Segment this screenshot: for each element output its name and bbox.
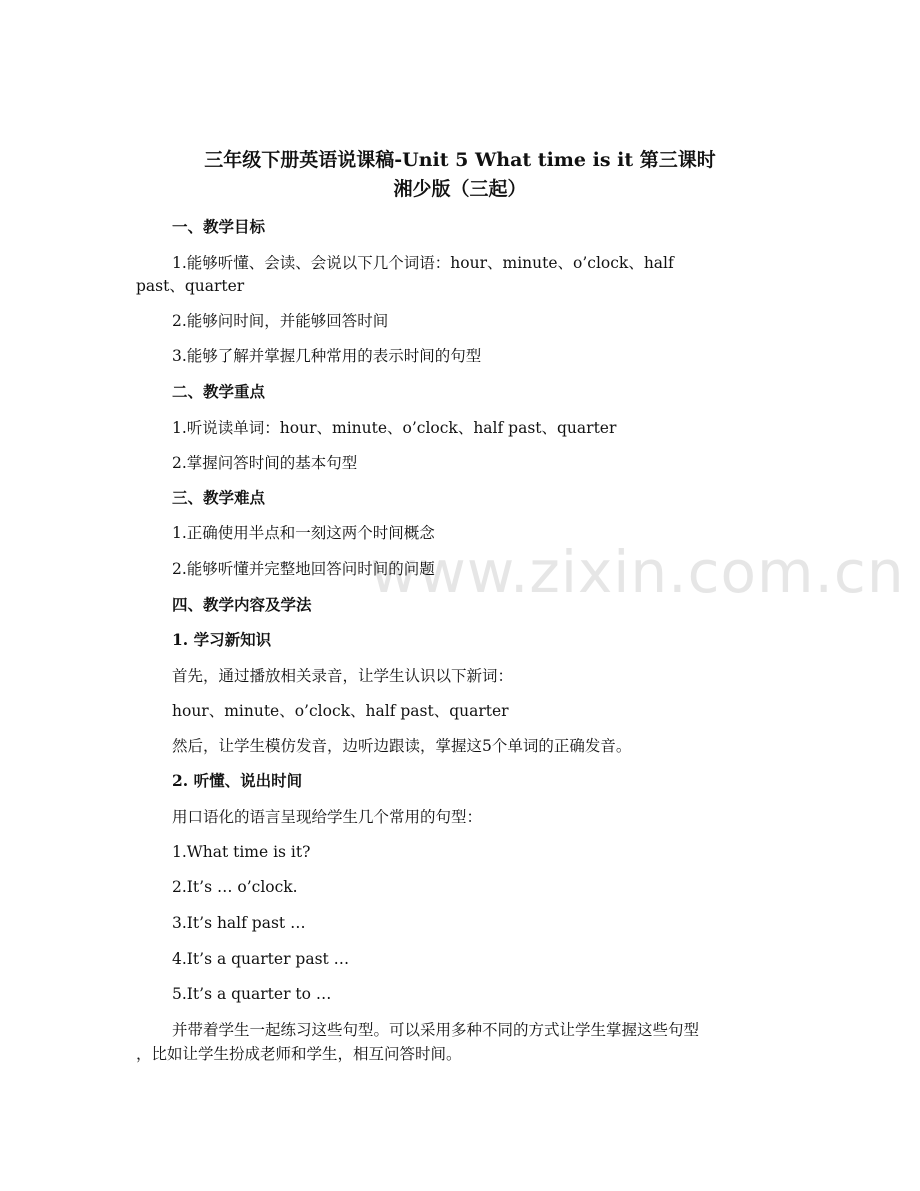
paragraph-line: 5.It’s a quarter to … (172, 985, 332, 1003)
paragraph-line: 1.What time is it? (172, 843, 311, 861)
paragraph-line: ，比如让学生扮成老师和学生，相互问答时间。 (136, 1045, 462, 1063)
paragraph-line: 3.能够了解并掌握几种常用的表示时间的句型 (172, 347, 482, 365)
document-title-line-1: 三年级下册英语说课稿-Unit 5 What time is it 第三课时 (204, 149, 716, 171)
paragraph-line: 1.正确使用半点和一刻这两个时间概念 (172, 524, 435, 542)
paragraph-line: 2.掌握问答时间的基本句型 (172, 454, 358, 472)
paragraph-line: 2.It’s … o’clock. (172, 878, 298, 896)
paragraph-line: hour、minute、o’clock、half past、quarter (172, 702, 509, 720)
section-heading: 一、教学目标 (172, 217, 266, 236)
section-heading: 三、教学难点 (172, 488, 266, 507)
section-heading: 1. 学习新知识 (172, 630, 272, 649)
paragraph-line: 用口语化的语言呈现给学生几个常用的句型： (172, 808, 483, 826)
paragraph-line: past、quarter (136, 277, 245, 295)
section-heading: 四、教学内容及学法 (172, 595, 312, 614)
document-title-line-2: 湘少版（三起） (393, 178, 527, 200)
section-heading: 二、教学重点 (172, 382, 266, 401)
watermark: www.zixin.com.cn (370, 538, 905, 606)
paragraph-line: 1.能够听懂、会读、会说以下几个词语：hour、minute、o’clock、half (172, 254, 674, 272)
paragraph-line: 2.能够问时间，并能够回答时间 (172, 312, 389, 330)
paragraph-line: 3.It’s half past … (172, 914, 306, 932)
paragraph-line: 首先，通过播放相关录音，让学生认识以下新词： (172, 667, 514, 685)
paragraph-line: 4.It’s a quarter past … (172, 950, 350, 968)
paragraph-line: 1.听说读单词：hour、minute、o’clock、half past、quarter (172, 419, 617, 437)
paragraph-line: 并带着学生一起练习这些句型。可以采用多种不同的方式让学生掌握这些句型 (172, 1021, 700, 1039)
paragraph-line: 然后，让学生模仿发音，边听边跟读，掌握这5个单词的正确发音。 (172, 737, 632, 755)
paragraph-line: 2.能够听懂并完整地回答问时间的问题 (172, 560, 435, 578)
section-heading: 2. 听懂、说出时间 (172, 771, 303, 790)
